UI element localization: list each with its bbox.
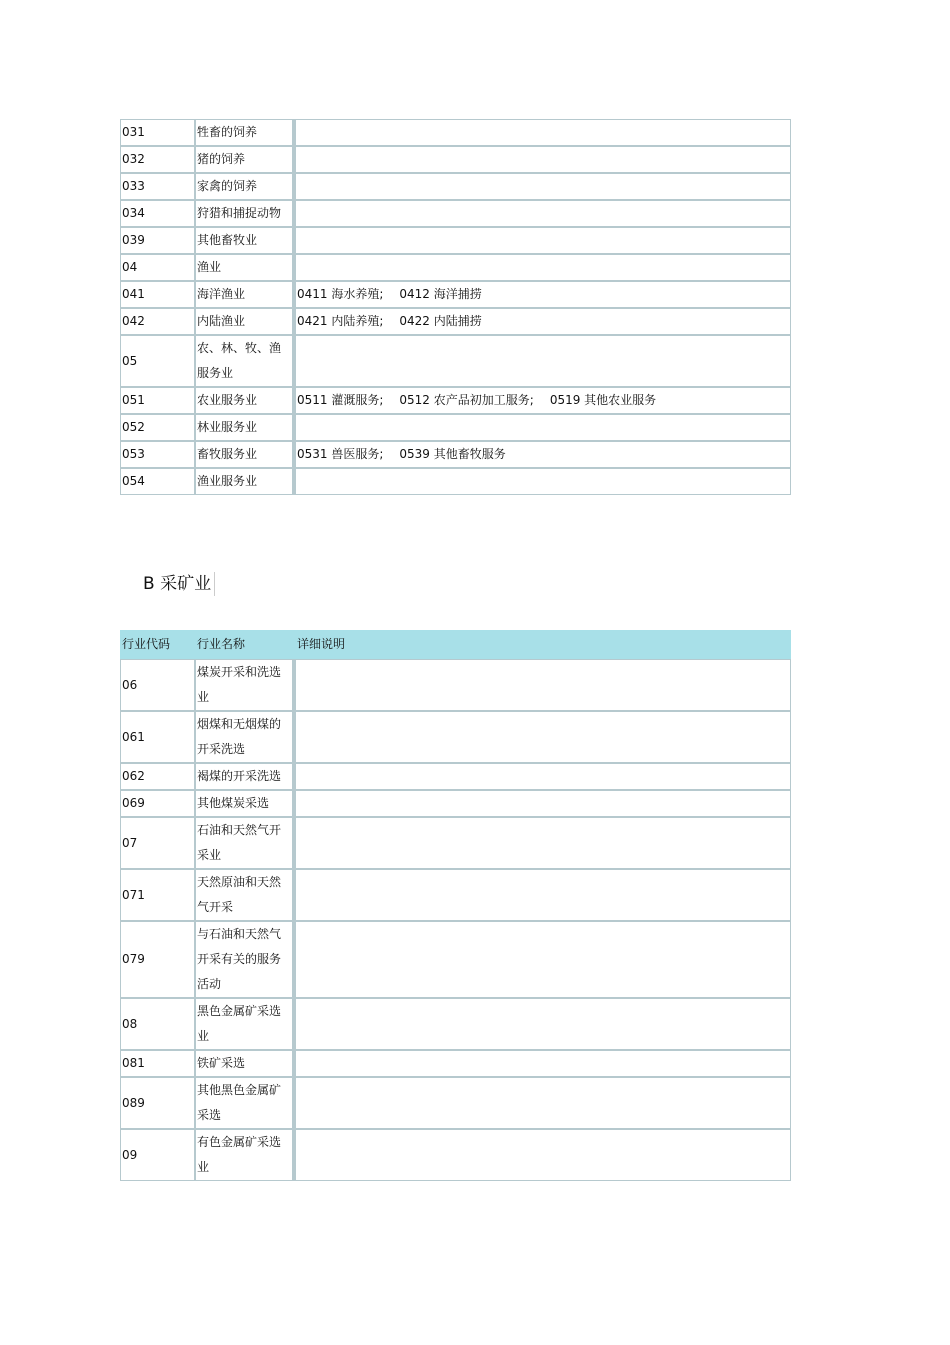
- table-row: [120, 281, 791, 308]
- industry-code: 06: [120, 659, 195, 711]
- industry-code: 08: [120, 998, 195, 1050]
- industry-details: [295, 227, 791, 254]
- header-name: 行业名称: [195, 630, 295, 659]
- header-code: 行业代码: [120, 630, 195, 659]
- industry-name: 畜牧服务业: [195, 441, 295, 468]
- industry-name: 石油和天然气开采业: [195, 817, 295, 869]
- industry-name: 烟煤和无烟煤的开采洗选: [195, 711, 295, 763]
- industry-details: [295, 468, 791, 495]
- industry-name: 其他畜牧业: [195, 227, 295, 254]
- detail-item: 0411 海水养殖;: [297, 287, 384, 301]
- industry-name: 海洋渔业: [195, 281, 295, 308]
- detail-item: 0511 灌溉服务;: [297, 393, 384, 407]
- table-row: [120, 308, 791, 335]
- industry-name: 其他煤炭采选: [195, 790, 295, 817]
- industry-code: 032: [120, 146, 195, 173]
- industry-details: [295, 869, 791, 921]
- detail-item: 0421 内陆养殖;: [297, 314, 384, 328]
- industry-code: 071: [120, 869, 195, 921]
- industry-name: 猪的饲养: [195, 146, 295, 173]
- industry-name: 牲畜的饲养: [195, 119, 295, 146]
- industry-details: [295, 146, 791, 173]
- detail-item: 0539 其他畜牧服务: [399, 447, 506, 461]
- industry-code: 081: [120, 1050, 195, 1077]
- industry-details: [295, 998, 791, 1050]
- industry-details: [295, 414, 791, 441]
- industry-code: 062: [120, 763, 195, 790]
- table-row: [120, 998, 791, 1050]
- industry-name: 天然原油和天然气开采: [195, 869, 295, 921]
- industry-code: 05: [120, 335, 195, 387]
- industry-details: [295, 254, 791, 281]
- table-row: [120, 1077, 791, 1129]
- industry-details: [295, 441, 791, 468]
- industry-name: 农业服务业: [195, 387, 295, 414]
- industry-code: 031: [120, 119, 195, 146]
- industry-details: [295, 335, 791, 387]
- industry-name: 其他黑色金属矿采选: [195, 1077, 295, 1129]
- table-row: [120, 790, 791, 817]
- table-row: [120, 1129, 791, 1181]
- industry-details: [295, 921, 791, 998]
- industry-code: 061: [120, 711, 195, 763]
- industry-details: [295, 1050, 791, 1077]
- industry-code: 054: [120, 468, 195, 495]
- industry-details: [295, 119, 791, 146]
- industry-details: [295, 387, 791, 414]
- table-row: [120, 119, 791, 146]
- industry-code: 039: [120, 227, 195, 254]
- detail-item: 0412 海洋捕捞: [399, 287, 482, 301]
- industry-code: 053: [120, 441, 195, 468]
- table-row: [120, 921, 791, 998]
- industry-name: 黑色金属矿采选业: [195, 998, 295, 1050]
- table-row: [120, 335, 791, 387]
- industry-details: [295, 659, 791, 711]
- table-row: [120, 1050, 791, 1077]
- industry-name: 有色金属矿采选业: [195, 1129, 295, 1181]
- industry-name: 内陆渔业: [195, 308, 295, 335]
- industry-name: 煤炭开采和洗选业: [195, 659, 295, 711]
- industry-code: 069: [120, 790, 195, 817]
- industry-code: 07: [120, 817, 195, 869]
- table-row: [120, 254, 791, 281]
- industry-details: [295, 817, 791, 869]
- table-row: [120, 468, 791, 495]
- industry-code: 04: [120, 254, 195, 281]
- detail-item: 0422 内陆捕捞: [399, 314, 482, 328]
- industry-table-mining: [120, 630, 791, 1181]
- table-row: [120, 200, 791, 227]
- industry-name: 林业服务业: [195, 414, 295, 441]
- table-row: [120, 659, 791, 711]
- header-details: 详细说明: [295, 630, 791, 659]
- industry-code: 033: [120, 173, 195, 200]
- industry-name: 渔业服务业: [195, 468, 295, 495]
- industry-details: [295, 1077, 791, 1129]
- industry-details: [295, 173, 791, 200]
- industry-code: 079: [120, 921, 195, 998]
- industry-name: 家禽的饲养: [195, 173, 295, 200]
- industry-details: [295, 763, 791, 790]
- industry-table-agriculture: [120, 119, 791, 495]
- industry-details: [295, 711, 791, 763]
- industry-details: [295, 281, 791, 308]
- industry-name: 铁矿采选: [195, 1050, 295, 1077]
- industry-code: 041: [120, 281, 195, 308]
- industry-code: 034: [120, 200, 195, 227]
- industry-name: 农、林、牧、渔服务业: [195, 335, 295, 387]
- industry-name: 与石油和天然气开采有关的服务活动: [195, 921, 295, 998]
- industry-code: 052: [120, 414, 195, 441]
- industry-name: 狩猎和捕捉动物: [195, 200, 295, 227]
- table-row: [120, 173, 791, 200]
- table-header-row: [120, 630, 791, 659]
- industry-code: 042: [120, 308, 195, 335]
- table-row: [120, 146, 791, 173]
- industry-name: 褐煤的开采洗选: [195, 763, 295, 790]
- table-row: [120, 227, 791, 254]
- industry-details: [295, 308, 791, 335]
- table-row: [120, 387, 791, 414]
- detail-item: 0519 其他农业服务: [549, 393, 657, 407]
- detail-item: 0531 兽医服务;: [297, 447, 384, 461]
- detail-item: 0512 农产品初加工服务;: [399, 393, 534, 407]
- industry-name: 渔业: [195, 254, 295, 281]
- industry-code: 09: [120, 1129, 195, 1181]
- industry-details: [295, 790, 791, 817]
- industry-code: 089: [120, 1077, 195, 1129]
- table-row: [120, 441, 791, 468]
- industry-details: [295, 1129, 791, 1181]
- table-row: [120, 817, 791, 869]
- section-title: B 采矿业: [143, 572, 215, 596]
- table-row: [120, 711, 791, 763]
- table-row: [120, 414, 791, 441]
- table-row: [120, 869, 791, 921]
- table-row: [120, 763, 791, 790]
- industry-code: 051: [120, 387, 195, 414]
- industry-details: [295, 200, 791, 227]
